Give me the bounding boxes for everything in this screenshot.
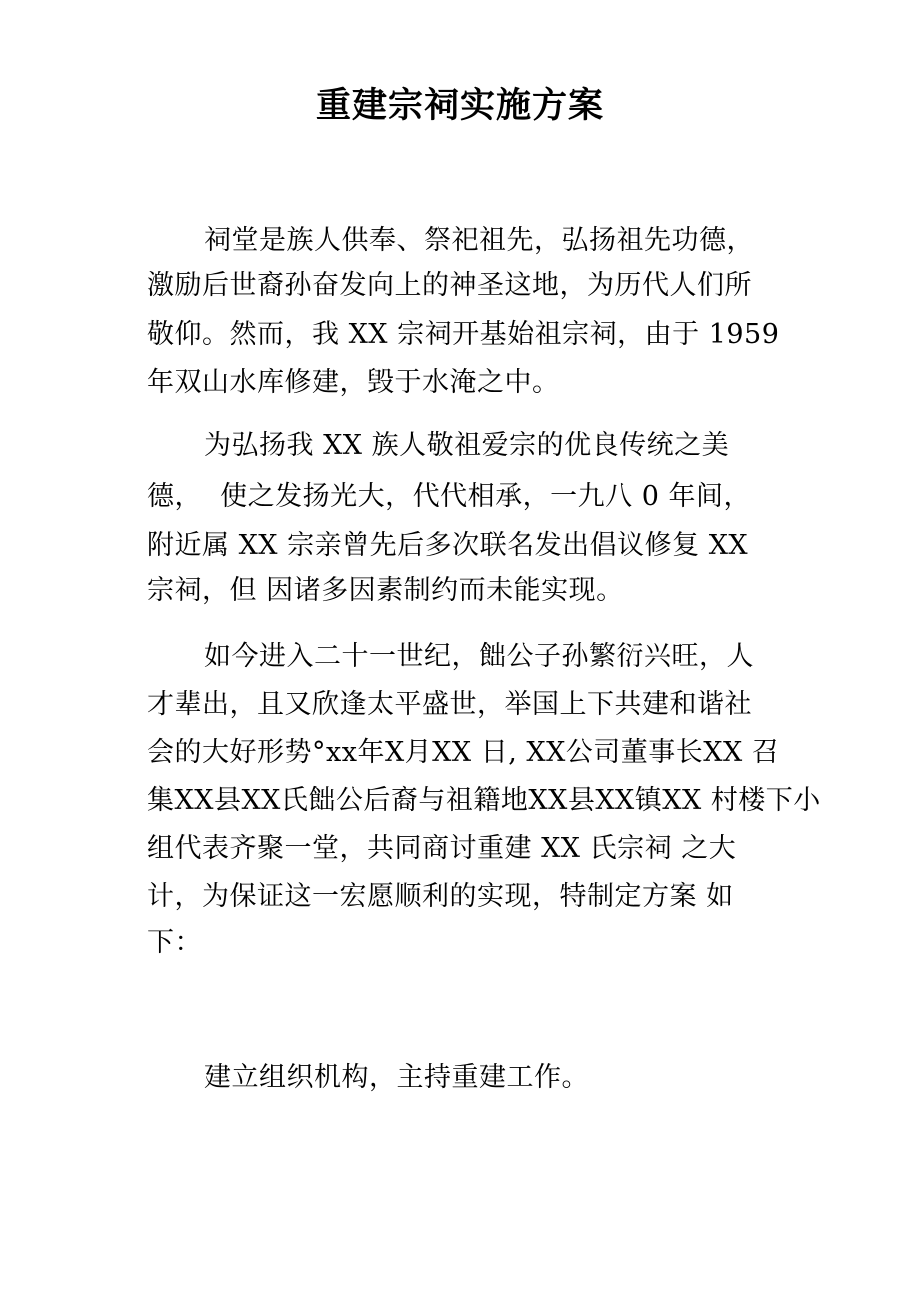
paragraph-2-line-2: 德， 使之发扬光大，代代相承，一九八 0 年间， <box>147 481 752 512</box>
paragraph-1-line-1: 祠堂是族人供奉、祭祀祖先，弘扬祖先功德， <box>204 225 754 256</box>
paragraph-2-line-3: 附近属 XX 宗亲曾先后多次联名发出倡议修复 XX <box>147 530 749 561</box>
paragraph-2-line-4: 宗祠，但 因诸多因素制约而未能实现。 <box>147 575 624 606</box>
paragraph-3-line-5: 组代表齐聚一堂，共同商讨重建 XX 氏宗祠 之大 <box>147 833 737 864</box>
paragraph-3-line-6: 计，为保证这一宏愿顺利的实现，特制定方案 如 <box>147 881 734 912</box>
paragraph-1-line-3: 敬仰。然而，我 XX 宗祠开基始祖宗祠，由于 1959 <box>147 319 780 350</box>
paragraph-3-line-7: 下： <box>147 927 202 958</box>
paragraph-3-line-4: 集XX县XX氏飿公后裔与祖籍地XX县XX镇XX 村楼下小 <box>147 785 821 816</box>
paragraph-4-line-1: 建立组织机构，主持重建工作。 <box>204 1062 589 1093</box>
paragraph-3-line-2: 才辈出，且又欣逢太平盛世，举国上下共建和谐社 <box>147 689 752 720</box>
paragraph-3-line-3: 会的大好形势°xx年X月XX 日, XX公司董事长XX 召 <box>147 737 780 768</box>
paragraph-3-line-1: 如今进入二十一世纪，飿公子孙繁衍兴旺，人 <box>204 641 754 672</box>
document-title: 重建宗祠实施方案 <box>315 86 604 126</box>
paragraph-2-line-1: 为弘扬我 XX 族人敬祖爱宗的优良传统之美 <box>204 430 730 461</box>
paragraph-1-line-2: 激励后世裔孙奋发向上的神圣这地，为历代人们所 <box>147 270 752 301</box>
paragraph-1-line-4: 年双山水库修建，毁于水淹之中。 <box>147 367 560 398</box>
